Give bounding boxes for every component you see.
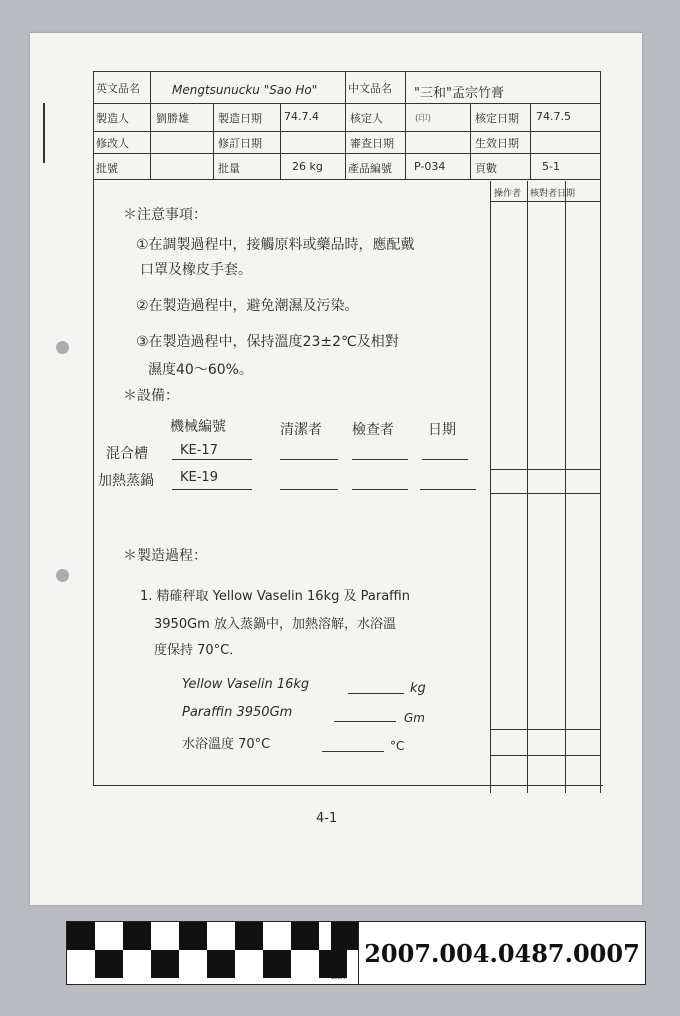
label-batch: 批號 <box>96 162 118 175</box>
yellow-vaselin-blank <box>348 693 404 694</box>
note-2: ②在製造過程中，避免潮濕及污染。 <box>136 298 359 314</box>
document-page <box>30 33 642 905</box>
label-maker: 製造人 <box>96 112 129 125</box>
note-1-line1: ①在調製過程中，接觸原料或藥品時，應配戴 <box>136 237 415 253</box>
page-value: 5-1 <box>542 160 560 173</box>
punch-hole <box>56 569 69 582</box>
equipment-title: ＊設備： <box>123 388 179 404</box>
margin-mark <box>43 103 45 163</box>
water-bath-temp-blank <box>322 751 384 752</box>
equipment-code-line <box>172 459 252 460</box>
scale-label: 10CM <box>331 975 346 981</box>
label-cn-name: 中文品名 <box>348 82 392 95</box>
equipment-code: KE-19 <box>180 470 218 485</box>
col-date: 日期 <box>428 422 456 438</box>
page-number: 4-1 <box>316 811 338 826</box>
label-en-name: 英文品名 <box>96 82 140 95</box>
label-batch-qty: 批量 <box>218 162 240 175</box>
label-product-no: 產品編號 <box>348 162 392 175</box>
inspector-blank <box>352 489 408 490</box>
process-step1-line2: 3950Gm 放入蒸鍋中，加熱溶解，水浴溫 <box>154 617 396 632</box>
label-check-date: 核定日期 <box>475 112 519 125</box>
en-name-value: Mengtsunucku "Sao Ho" <box>172 83 318 97</box>
note-3-line1: ③在製造過程中，保持溫度23±2℃及相對 <box>136 334 399 350</box>
paraffin-blank <box>334 721 396 722</box>
equipment-code-line <box>172 489 252 490</box>
process-step1-line3: 度保持 70°C． <box>154 643 243 658</box>
note-3-line2: 濕度40～60%。 <box>148 362 253 378</box>
inspector-blank <box>352 459 408 460</box>
scale-label: 5CM <box>185 975 196 981</box>
label-checker: 核定人 <box>350 112 383 125</box>
yellow-vaselin-unit: kg <box>410 681 426 696</box>
make-date-value: 74.7.4 <box>284 110 319 123</box>
label-make-date: 製造日期 <box>218 112 262 125</box>
label-effective-date: 生效日期 <box>475 137 519 150</box>
paraffin-label: Paraffin 3950Gm <box>182 705 293 720</box>
date-blank <box>422 459 468 460</box>
label-editor: 修改人 <box>96 137 129 150</box>
batch-qty-value: 26 kg <box>292 160 323 173</box>
col-operator-label: 操作者 <box>494 189 522 199</box>
col-cleaner: 清潔者 <box>280 422 322 438</box>
punch-hole <box>56 341 69 354</box>
col-inspector: 檢查者 <box>352 422 394 438</box>
notes-title: ＊注意事項： <box>123 207 207 223</box>
product-no-value: P-034 <box>414 160 446 173</box>
label-remarks: 審查日期 <box>350 137 394 150</box>
cleaner-blank <box>280 489 338 490</box>
process-step1-line1: 1. 精確秤取 Yellow Vaselin 16kg 及 Paraffin <box>140 589 410 604</box>
catalog-number: 2007.004.0487.0007 <box>358 921 646 985</box>
checker-seal: (印) <box>415 114 432 124</box>
check-date-value: 74.7.5 <box>536 110 571 123</box>
col-machine-no: 機械編號 <box>170 419 226 435</box>
equipment-code: KE-17 <box>180 443 218 458</box>
date-blank <box>420 489 476 490</box>
col-checker-date-label: 核對者日期 <box>530 189 576 199</box>
equipment-name: 加熱蒸鍋 <box>98 473 154 489</box>
yellow-vaselin-label: Yellow Vaselin 16kg <box>182 677 310 692</box>
label-edit-date: 修訂日期 <box>218 137 262 150</box>
note-1-line2: 口罩及橡皮手套。 <box>140 262 252 278</box>
scale-label: 0CM <box>69 975 80 981</box>
maker-value: 劉勝雄 <box>156 112 189 125</box>
measurement-scale <box>66 921 360 985</box>
paraffin-unit: Gm <box>404 711 425 725</box>
cn-name-value: "三和"孟宗竹膏 <box>414 86 504 101</box>
cleaner-blank <box>280 459 338 460</box>
equipment-name: 混合槽 <box>106 446 148 462</box>
water-bath-temp-unit: °C <box>390 739 405 753</box>
water-bath-temp-label: 水浴溫度 70°C <box>182 737 271 752</box>
label-page: 頁數 <box>475 162 497 175</box>
process-title: ＊製造過程： <box>123 548 207 564</box>
